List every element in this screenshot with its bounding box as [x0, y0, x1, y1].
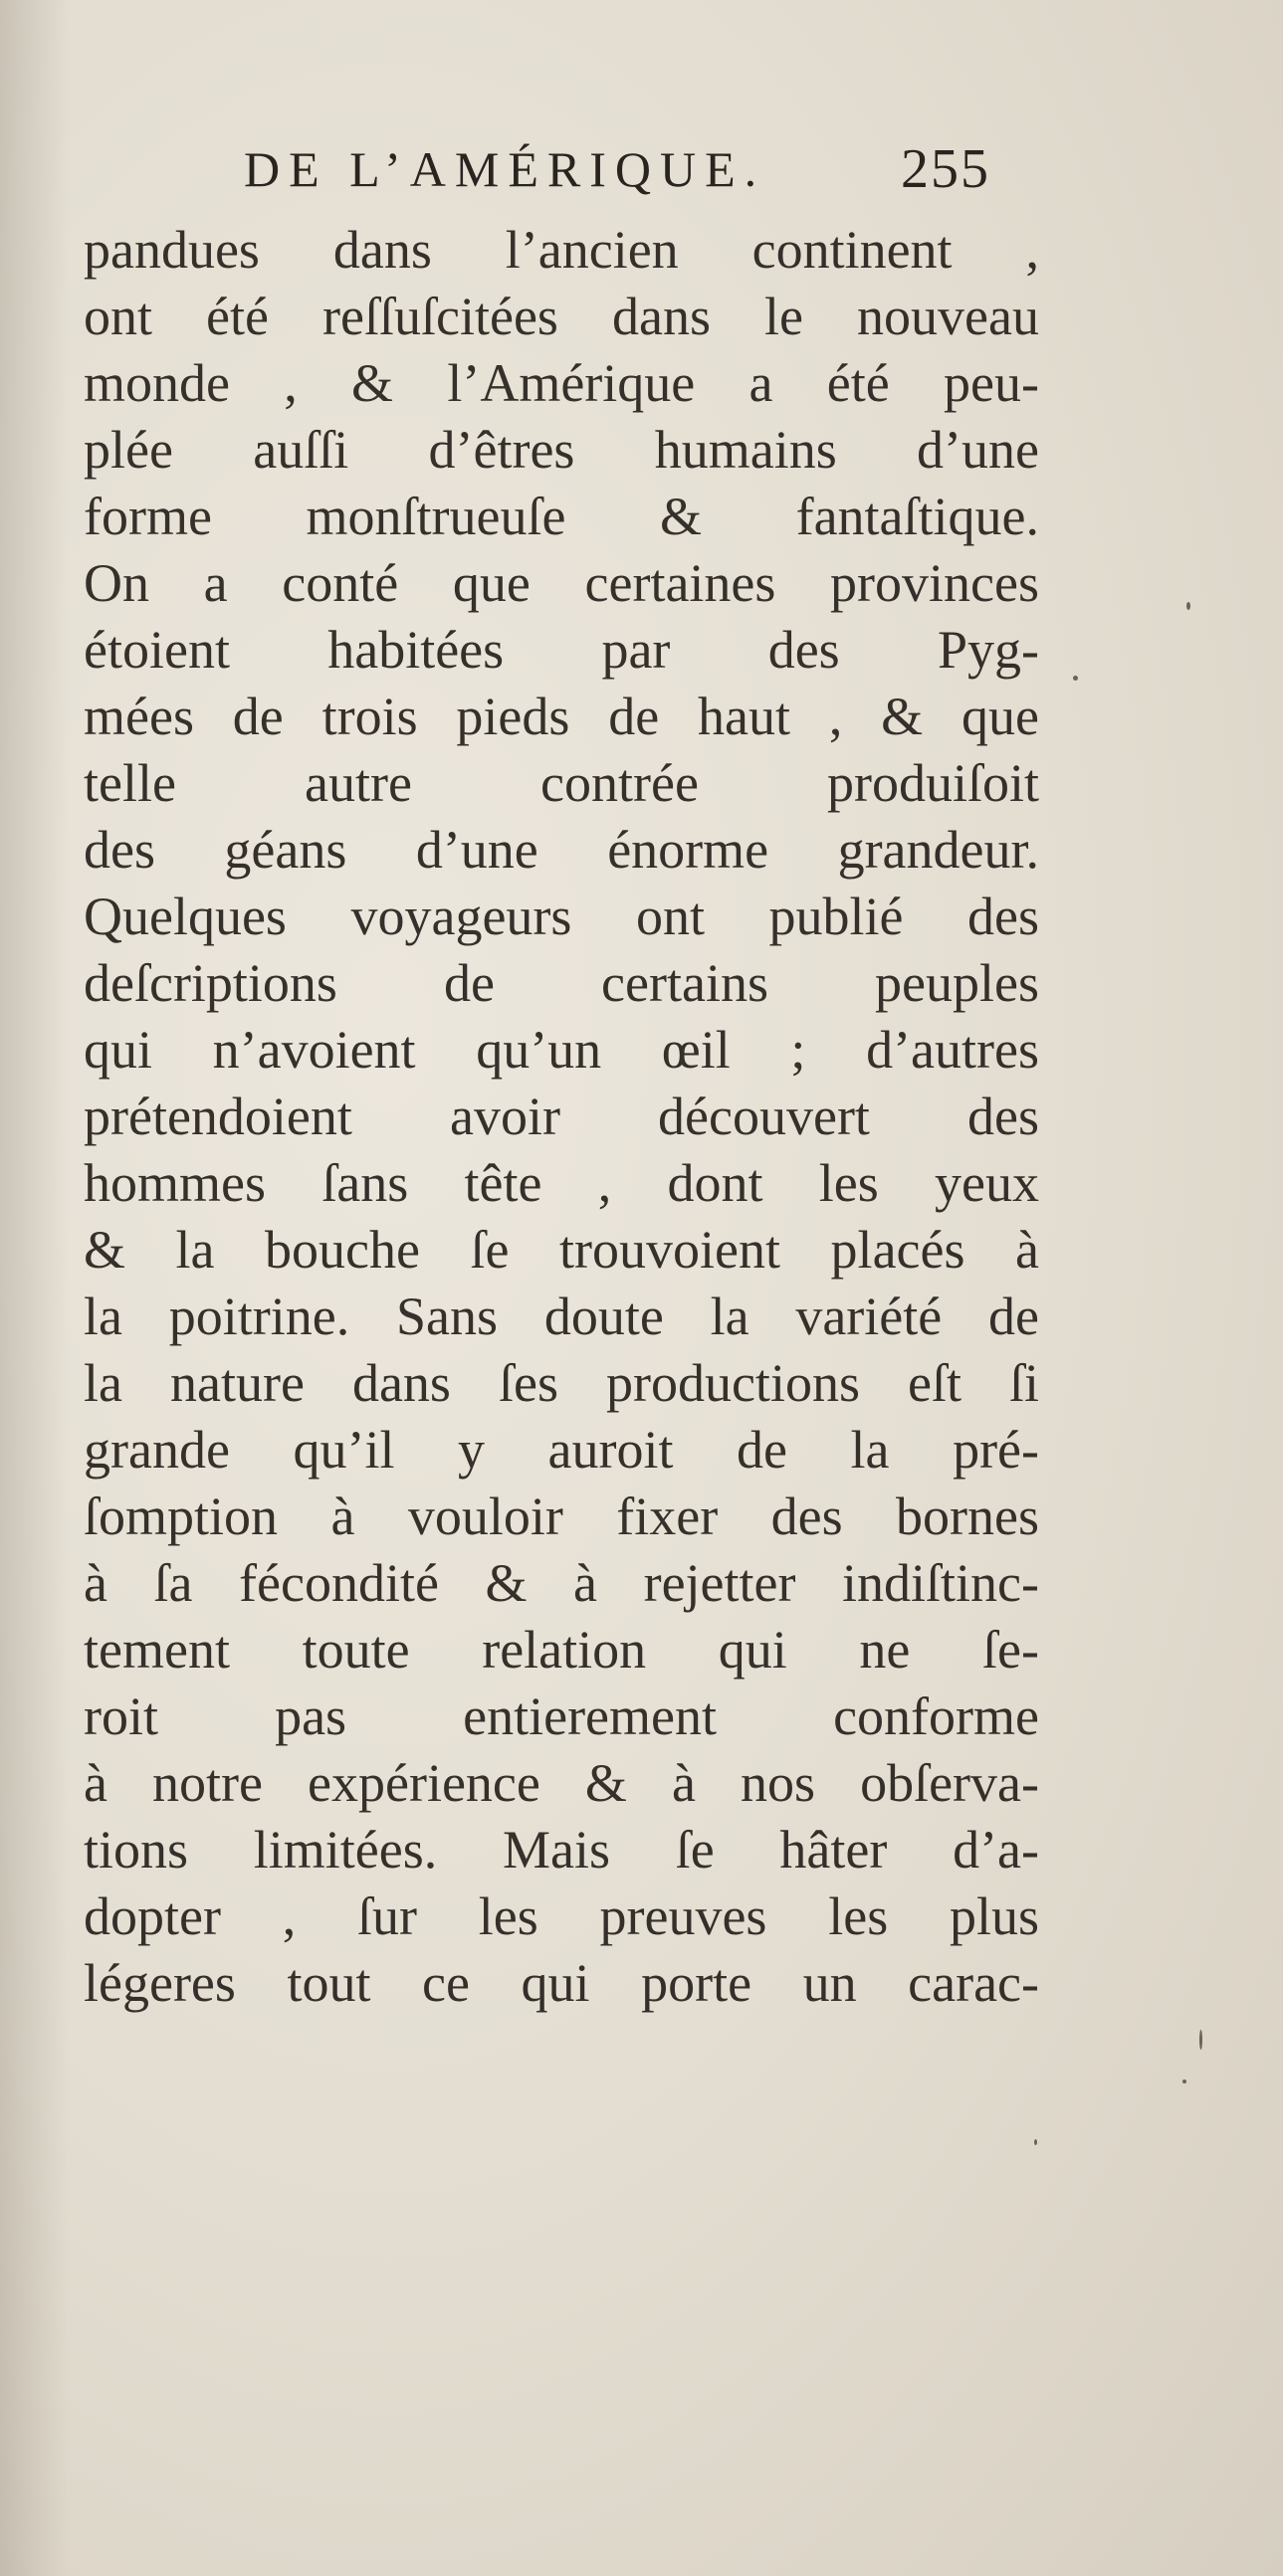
- text-line: tement toute relation qui ne ſe-: [84, 1620, 1039, 1680]
- body-text: [84, 217, 1039, 2017]
- text-line: telle autre contrée produiſoit: [84, 753, 1039, 813]
- text-line: légeres tout ce qui porte un carac-: [84, 1953, 1039, 2013]
- text-line: tions limitées. Mais ſe hâter d’a-: [84, 1820, 1039, 1880]
- text-line: prétendoient avoir découvert des: [84, 1087, 1039, 1146]
- text-line: à notre expérience & à nos obſerva-: [84, 1753, 1039, 1813]
- text-line: monde , & l’Amérique a été peu-: [84, 353, 1039, 413]
- text-line: des géans d’une énorme grandeur.: [84, 820, 1039, 880]
- text-line: ſomption à vouloir fixer des bornes: [84, 1486, 1039, 1546]
- text-line: dopter , ſur les preuves les plus: [84, 1886, 1039, 1946]
- running-title: DE L’AMÉRIQUE.: [244, 141, 766, 197]
- text-line: étoient habitées par des Pyg-: [84, 620, 1039, 680]
- text-line: plée auſſi d’êtres humains d’une: [84, 420, 1039, 480]
- text-line: & la bouche ſe trouvoient placés à: [84, 1220, 1039, 1280]
- page-number: 255: [901, 138, 990, 200]
- text-line: Quelques voyageurs ont publié des: [84, 887, 1039, 946]
- text-line: deſcriptions de certains peuples: [84, 953, 1039, 1013]
- paper-speck: [1199, 2030, 1202, 2050]
- gutter-shadow: [0, 0, 70, 2576]
- paper-speck: [1182, 2080, 1186, 2083]
- paper-speck: [1186, 602, 1190, 610]
- text-line: forme monſtrueuſe & fantaſtique.: [84, 487, 1039, 546]
- text-line: à ſa fécondité & à rejetter indiſtinc-: [84, 1553, 1039, 1613]
- paper-speck: [1034, 2139, 1037, 2145]
- text-line: qui n’avoient qu’un œil ; d’autres: [84, 1020, 1039, 1080]
- text-line: roit pas entierement conforme: [84, 1686, 1039, 1746]
- text-line: hommes ſans tête , dont les yeux: [84, 1153, 1039, 1213]
- text-line: la nature dans ſes productions eſt ſi: [84, 1353, 1039, 1413]
- page-header: [244, 129, 1020, 209]
- text-line: pandues dans l’ancien continent ,: [84, 220, 1039, 280]
- text-line: mées de trois pieds de haut , & que: [84, 687, 1039, 746]
- paper-speck: [1073, 676, 1078, 681]
- text-line: ont été reſſuſcitées dans le nouveau: [84, 287, 1039, 346]
- text-line: la poitrine. Sans doute la variété de: [84, 1287, 1039, 1346]
- text-line: On a conté que certaines provinces: [84, 553, 1039, 613]
- text-line: grande qu’il y auroit de la pré-: [84, 1420, 1039, 1480]
